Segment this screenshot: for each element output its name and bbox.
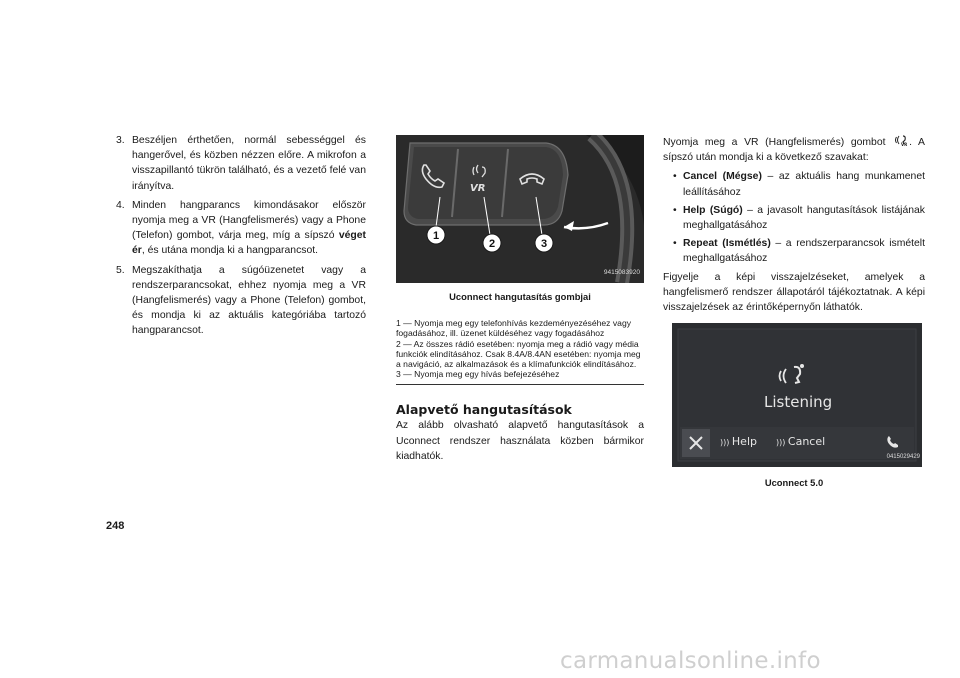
vr-intro-text-end: . A sípszó után mondja ki a következő szavakat: — [663, 137, 925, 164]
section-heading: Alapvető hangutasítások — [396, 402, 572, 418]
command-desc: – az aktuális hang munkamenet leállításához — [683, 171, 925, 198]
help-label: Help — [731, 435, 757, 449]
command-desc: – a javasolt hangutasítások listájának meghallgatásához — [683, 204, 925, 232]
legend-item-2: 2 — Az összes rádió esetében: nyomja meg a rádió vagy média funkciók elindításához. Csak 8.4A/8.4AN esetében: nyomja meg a navigáció, az alkalmazások és a klímafunkciók elindításához. — [396, 338, 641, 370]
command-desc: – a rendszerparancsok ismételt meghallgatásához — [683, 238, 925, 265]
step-number: 5. — [116, 264, 125, 276]
screen-figure-id: 0415029429 — [886, 454, 920, 461]
cancel-label: Cancel — [787, 435, 826, 449]
listening-label: Listening — [764, 393, 833, 412]
svg-text:VR: VR — [470, 183, 486, 194]
callout-2: 2 — [488, 238, 496, 250]
figure-legend — [396, 318, 644, 385]
close-icon[interactable] — [687, 434, 705, 452]
page-number: 248 — [106, 520, 125, 532]
command-item: • Help (Súgó) – a javasolt hangutasítások listájának meghallgatásához — [673, 204, 925, 232]
step-3 — [106, 133, 366, 194]
command-list — [663, 169, 925, 266]
phone-icon[interactable] — [886, 435, 900, 449]
left-column — [106, 133, 366, 343]
listening-voice-icon — [778, 363, 808, 389]
figure-caption: Uconnect hangutasítás gombjai — [449, 291, 591, 302]
vr-intro-text: Nyomja meg a VR (Hangfelismerés) gombot — [663, 137, 886, 148]
legend-item-1: 1 — Nyomja meg egy telefonhívás kezdeményezéséhez vagy fogadásához, ill. üzenet küldéséhez vagy fogadásához — [396, 318, 632, 339]
step-text: Minden hangparancs kimondásakor először nyomja meg a VR (Hangfelismerés) vagy a Phone (Telefon) gombot, várja meg, míg a sípszó — [132, 199, 366, 242]
visual-feedback-paragraph: Figyelje a képi visszajelzéseket, amelyek a hangfelismerő rendszer állapotáról tájékoztatnak. A képi visszajelzések az érintőképernyőn láthatók. — [663, 271, 925, 314]
step-text: Beszéljen érthetően, normál sebességgel és hangerővel, és közben nézzen előre. A mikrofon a visszapillantó tükrön található, és a vezető felé van irányítva. — [132, 135, 366, 192]
command-item: • Cancel (Mégse) – az aktuális hang munkamenet leállításához — [673, 171, 925, 198]
step-number: 4. — [116, 199, 125, 211]
right-column — [663, 135, 925, 490]
step-bold-text: véget ér — [132, 230, 366, 257]
step-4 — [106, 198, 366, 259]
step-text-end: , és utána mondja ki a hangparancsot. — [141, 245, 319, 257]
help-button[interactable] — [720, 434, 757, 450]
legend-item-3: 3 — Nyomja meg egy hívás befejezéséhez — [396, 369, 560, 380]
section-body: Az alább olvasható alapvető hangutasítások a Uconnect rendszer használata közben bármikor kiadhatók. — [396, 420, 644, 462]
command-name: Cancel (Mégse) — [683, 171, 762, 183]
voice-recognition-icon — [895, 135, 909, 146]
vr-intro — [663, 135, 925, 165]
figure-id: 9415083920 — [603, 268, 640, 276]
callout-1: 1 — [432, 230, 440, 242]
step-5 — [106, 263, 366, 339]
svg-text:VR: VR — [901, 142, 908, 146]
command-item: • Repeat (Ismétlés) – a rendszerparancsok ismételt meghallgatásához — [673, 238, 925, 265]
watermark: carmanualsonline.info — [560, 648, 821, 674]
middle-column — [396, 135, 644, 464]
command-name: Repeat (Ismétlés) — [683, 238, 771, 250]
step-number: 3. — [116, 135, 125, 146]
uconnect-screen — [672, 323, 922, 467]
sound-icon: ))) — [776, 438, 788, 448]
steering-buttons-figure — [396, 135, 644, 283]
step-text: Megszakíthatja a súgóüzenetet vagy a rendszerparancsokat, ehhez nyomja meg a VR (Hangfelismerés) vagy a Phone (Telefon) gombot, és mondja ki az aktuális kategóriába tartozó hangparancsot. — [132, 264, 366, 337]
command-name: Help (Súgó) — [683, 204, 743, 216]
screen-caption: Uconnect 5.0 — [764, 477, 824, 489]
steering-buttons-illustration — [396, 135, 644, 283]
cancel-button[interactable] — [776, 434, 825, 450]
callout-3: 3 — [540, 238, 548, 250]
sound-icon: ))) — [720, 438, 732, 448]
